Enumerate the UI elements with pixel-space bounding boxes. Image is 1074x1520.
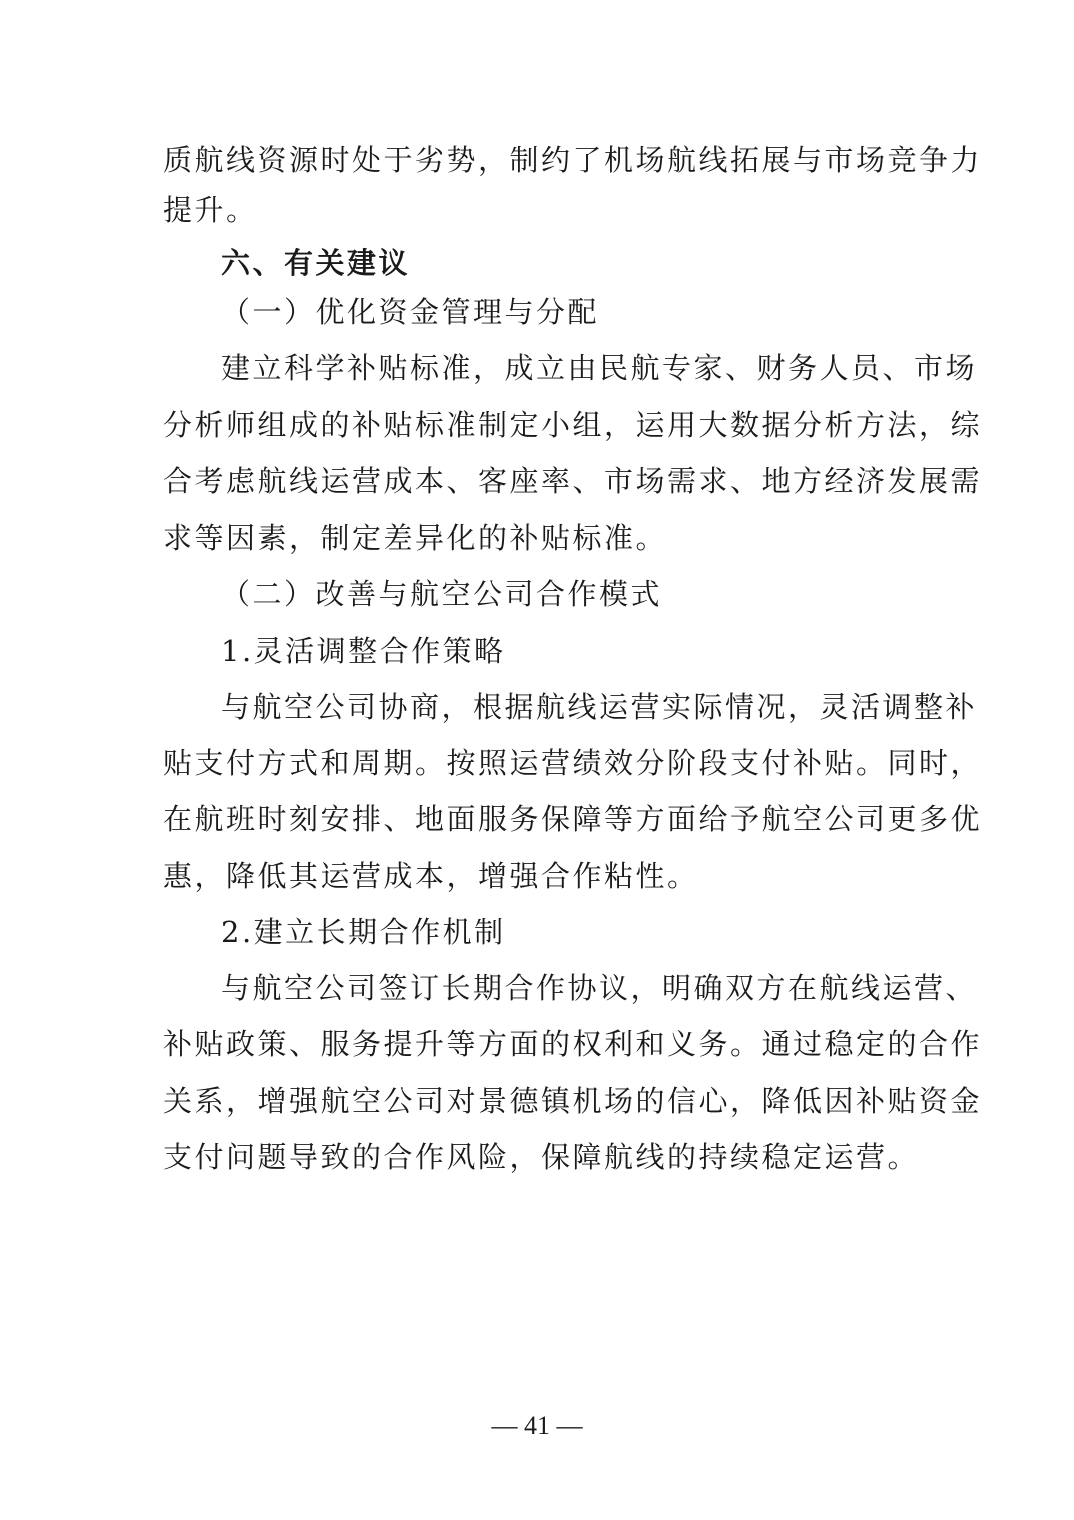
paragraph-line: 支付问题导致的合作风险，保障航线的持续稳定运营。 [163,1140,920,1174]
subsection-heading: （一）优化资金管理与分配 [221,295,600,329]
paragraph-line: 惠，降低其运营成本，增强合作粘性。 [163,859,699,893]
section-heading: 六、有关建议 [221,246,411,280]
item-heading: 1.灵活调整合作策略 [221,634,506,668]
paragraph-line: 分析师组成的补贴标准制定小组，运用大数据分析方法，综 [163,408,983,442]
paragraph-line: 关系，增强航空公司对景德镇机场的信心，降低因补贴资金 [163,1084,983,1118]
subsection-heading: （二）改善与航空公司合作模式 [221,577,663,611]
paragraph-line: 补贴政策、服务提升等方面的权利和义务。通过稳定的合作 [163,1027,983,1061]
paragraph-line: 求等因素，制定差异化的补贴标准。 [163,521,668,555]
paragraph-line: 贴支付方式和周期。按照运营绩效分阶段支付补贴。同时， [163,746,983,780]
paragraph-line: 在航班时刻安排、地面服务保障等方面给予航空公司更多优 [163,802,983,836]
paragraph-line: 与航空公司签订长期合作协议，明确双方在航线运营、 [221,971,978,1005]
paragraph-line: 质航线资源时处于劣势，制约了机场航线拓展与市场竞争力 [163,143,983,177]
page-number: — 41 — [491,1411,583,1440]
paragraph-line: 提升。 [163,193,258,227]
paragraph-line: 与航空公司协商，根据航线运营实际情况，灵活调整补 [221,690,978,724]
item-heading: 2.建立长期合作机制 [221,915,506,949]
paragraph-line: 合考虑航线运营成本、客座率、市场需求、地方经济发展需 [163,464,983,498]
paragraph-line: 建立科学补贴标准，成立由民航专家、财务人员、市场 [221,351,978,385]
